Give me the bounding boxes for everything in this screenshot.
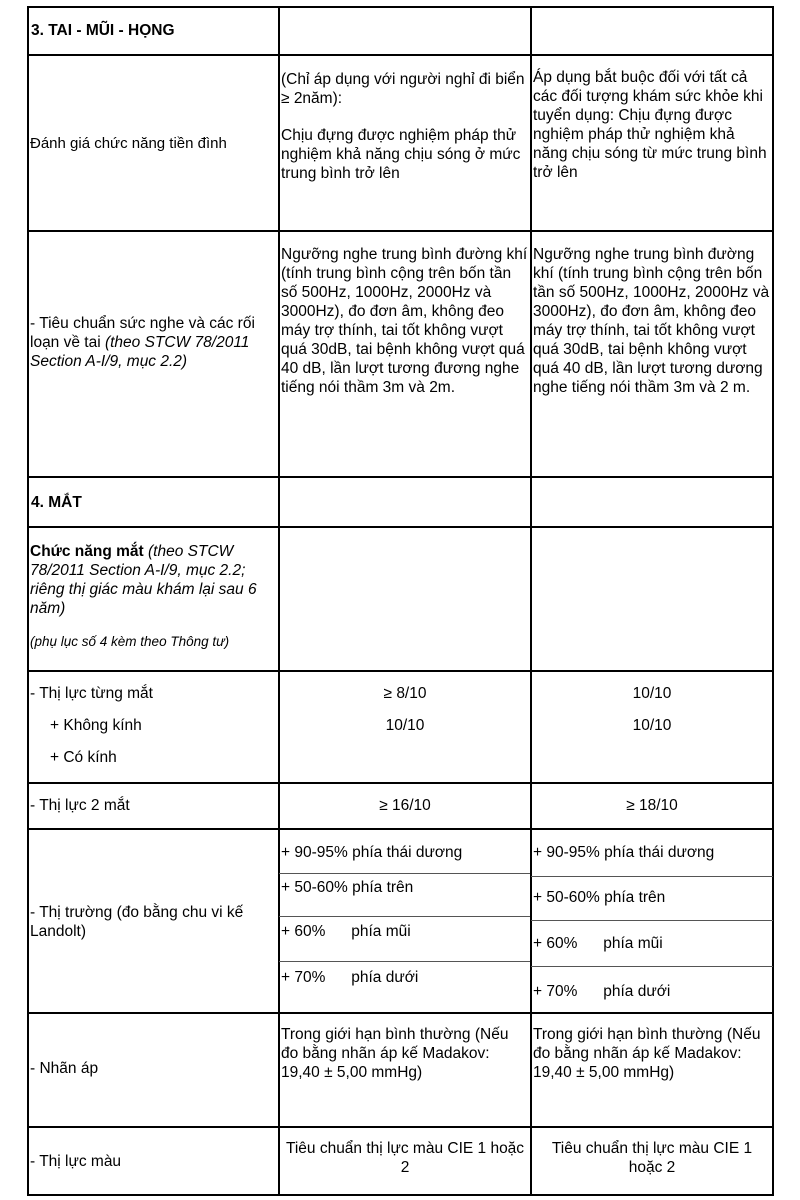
vestibular-col1-text: Chịu đựng được nghiệm pháp thử nghiệm khả năng chịu sóng ở mức trung bình trở lên: [281, 127, 521, 182]
row-divider: [27, 230, 774, 232]
binocular-acuity-col1: ≥ 16/10: [379, 797, 431, 814]
visual-acuity-col2-value-a: 10/10: [632, 685, 672, 702]
subrow-divider: [531, 966, 773, 967]
intraocular-pressure-col1: Trong giới hạn bình thường (Nếu đo bằng nhãn áp kế Madakov: 19,40 ± 5,00 mmHg): [281, 1026, 509, 1081]
visual-field-col2-line: + 90-95% phía thái dương: [533, 844, 715, 861]
row-label-color-vision: - Thị lực màu: [30, 1153, 122, 1170]
row-label-binocular-acuity: - Thị lực 2 mắt: [30, 797, 130, 814]
visual-acuity-col1-value-b: 10/10: [385, 717, 425, 734]
subrow-divider: [531, 876, 773, 877]
hearing-label-reference: (theo STCW 78/2011 Section A-I/9, mục 2.2): [30, 334, 250, 370]
eye-function-label: Chức năng mắt: [30, 543, 144, 560]
row-divider: [27, 6, 774, 8]
visual-field-col1-line: + 60% phía mũi: [281, 923, 411, 940]
table-border-right: [772, 6, 774, 1196]
hearing-col2-text: Ngưỡng nghe trung bình đường khí (tính trung bình cộng trên bốn tần số 500Hz, 1000Hz, 2000Hz và 3000Hz), đo đơn âm, không đeo máy trợ thính, tai tốt không vượt quá 30dB, tai bệnh không vượt quá 40 dB, lần lượt tương dương nghe tiếng nói thầm 3m và 2 m.: [533, 246, 770, 396]
row-divider: [27, 1012, 774, 1014]
row-divider: [27, 54, 774, 56]
color-vision-col2: Tiêu chuẩn thị lực màu CIE 1 hoặc 2: [551, 1140, 753, 1176]
section-header-eyes: 4. MẮT: [31, 494, 82, 511]
visual-field-col2-line: + 50-60% phía trên: [533, 889, 666, 906]
row-divider: [27, 526, 774, 528]
subrow-divider: [531, 920, 773, 921]
eye-function-note: (phụ lục số 4 kèm theo Thông tư): [30, 634, 230, 649]
visual-acuity-each-eye-col2: [532, 684, 772, 735]
subrow-divider: [279, 961, 530, 962]
row-label-visual-acuity-each-eye: [30, 684, 276, 767]
visual-acuity-col1-value-a: ≥ 8/10: [383, 685, 427, 702]
binocular-acuity-col2: ≥ 18/10: [626, 797, 678, 814]
with-glasses-label: + Có kính: [50, 749, 117, 766]
intraocular-pressure-col2: Trong giới hạn bình thường (Nếu đo bằng nhãn áp kế Madakov: 19,40 ± 5,00 mmHg): [533, 1026, 761, 1081]
row-divider: [27, 828, 774, 830]
visual-field-col2-line: + 70% phía dưới: [533, 983, 671, 1000]
visual-acuity-each-eye-label: - Thị lực từng mắt: [30, 685, 153, 702]
vestibular-col1: [281, 70, 528, 183]
vestibular-col1-note: (Chỉ áp dụng với người nghỉ đi biển ≥ 2năm):: [281, 71, 525, 107]
table-border-left: [27, 6, 29, 1196]
row-label-vestibular: Đánh giá chức năng tiền đình: [30, 135, 227, 152]
subrow-divider: [279, 916, 530, 917]
hearing-label-text: - Tiêu chuẩn sức nghe và các rối loạn về tai: [30, 315, 255, 351]
vestibular-col2-text: Áp dụng bắt buộc đối với tất cả các đối tượng khám sức khỏe khi tuyển dụng: Chịu đựng được nghiệm pháp thử nghiệm khả năng chịu sóng từ mức trung bình trở lên: [533, 69, 767, 181]
visual-field-col2-line: + 60% phía mũi: [533, 935, 663, 952]
row-label-hearing: [30, 314, 277, 371]
row-label-eye-function: [30, 542, 278, 651]
eye-function-reference: (theo STCW 78/2011 Section A-I/9, mục 2.2; riêng thị giác màu khám lại sau 6 năm): [30, 543, 257, 617]
row-divider: [27, 1126, 774, 1128]
row-label-intraocular-pressure: - Nhãn áp: [30, 1060, 99, 1077]
row-divider: [27, 1194, 774, 1196]
color-vision-col1: Tiêu chuẩn thị lực màu CIE 1 hoặc 2: [285, 1140, 525, 1176]
subrow-divider: [279, 873, 530, 874]
visual-acuity-col2-value-b: 10/10: [632, 717, 672, 734]
visual-field-col1-line: + 50-60% phía trên: [281, 879, 414, 896]
section-header-ear-nose-throat: 3. TAI - MŨI - HỌNG: [31, 22, 175, 39]
row-label-visual-field: - Thị trường (đo bằng chu vi kế Landolt): [30, 904, 244, 940]
row-divider: [27, 476, 774, 478]
row-divider: [27, 670, 774, 672]
hearing-col1-text: Ngưỡng nghe trung bình đường khí (tính trung bình cộng trên bốn tần số 500Hz, 1000Hz, 2000Hz và 3000Hz), đo đơn âm, không đeo máy trợ thính, tai tốt không vượt quá 30dB, tai bệnh không vượt quá 40 dB, lần lượt tương đương nghe tiếng nói thầm 3m và 2m.: [281, 246, 528, 396]
visual-field-col1-line: + 90-95% phía thái dương: [281, 844, 463, 861]
row-divider: [27, 782, 774, 784]
without-glasses-label: + Không kính: [50, 717, 142, 734]
column-divider-2: [530, 6, 532, 1196]
visual-acuity-each-eye-col1: [280, 684, 530, 735]
column-divider-1: [278, 6, 280, 1196]
visual-field-col1-line: + 70% phía dưới: [281, 969, 419, 986]
